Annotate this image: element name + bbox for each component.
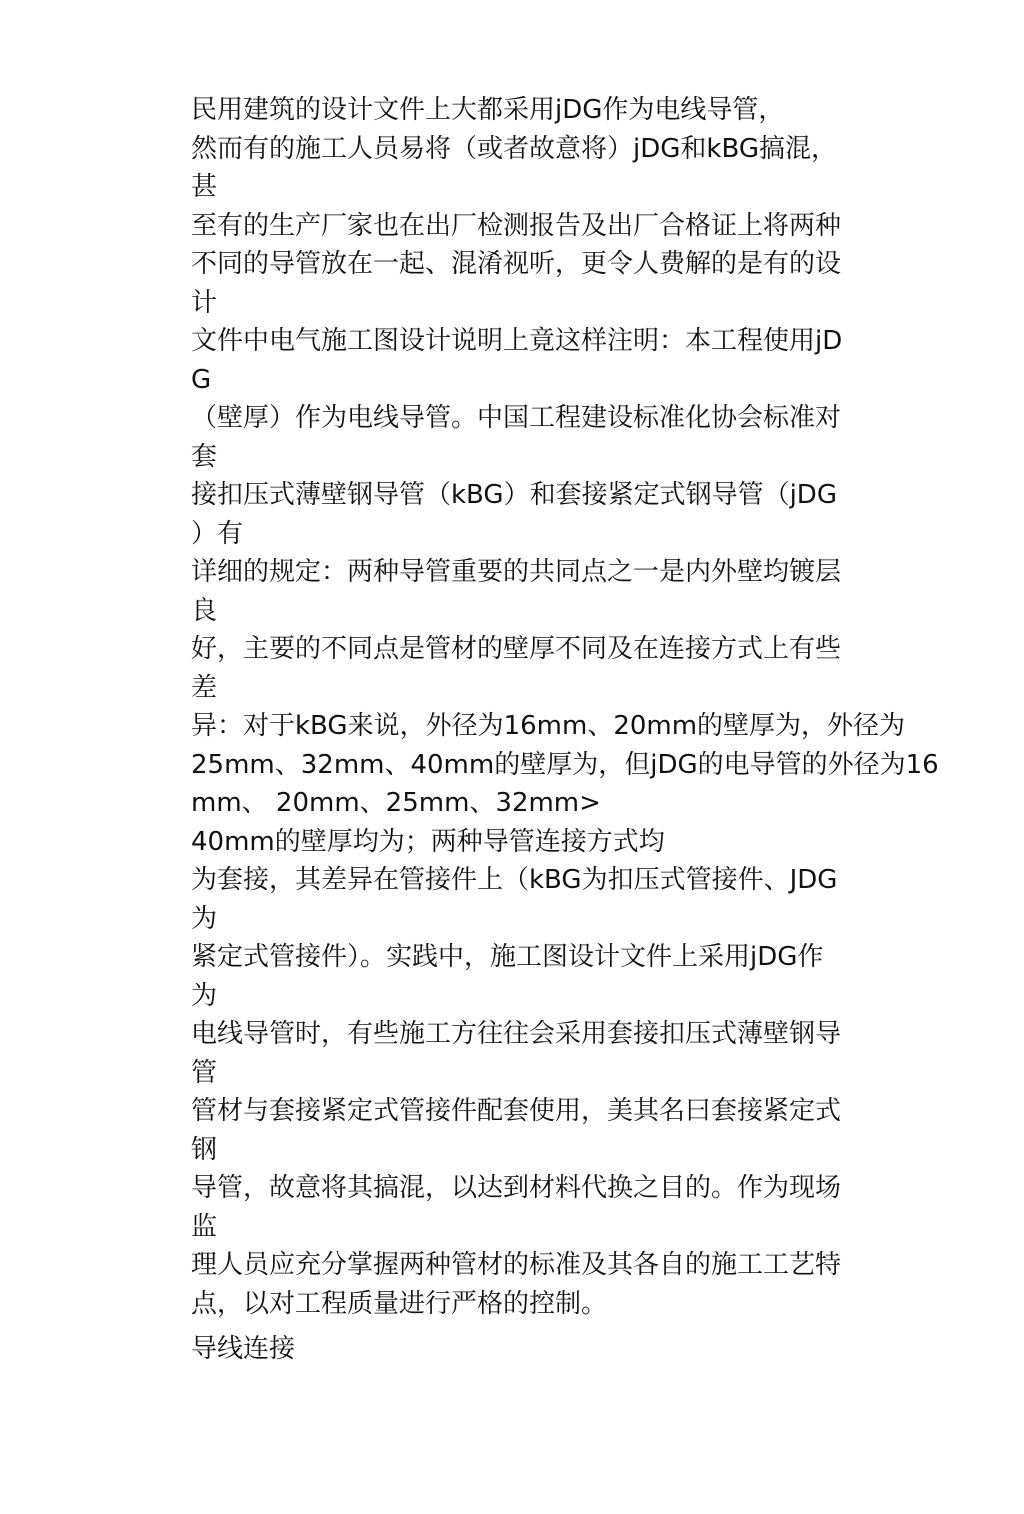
- section-heading: 导线连接: [191, 1334, 296, 1364]
- text-line: 甚: [191, 172, 218, 202]
- text-line: 好，主要的不同点是管材的壁厚不同及在连接方式上有些: [191, 634, 842, 664]
- text-line: 至有的生产厂家也在出厂检测报告及出厂合格证上将两种: [191, 210, 842, 241]
- text-line: 民用建筑的设计文件上大都采用jDG作为电线导管，: [191, 95, 785, 125]
- text-line: 点，以对工程质量进行严格的控制。: [191, 1288, 608, 1319]
- text-line: 监: [191, 1211, 218, 1242]
- text-line: 良: [191, 595, 218, 626]
- text-line: 管: [191, 1057, 218, 1088]
- text-line: 文件中电气施工图设计说明上竟这样注明：本工程使用jD: [191, 326, 843, 356]
- text-line: 管材与套接紧定式管接件配套使用，美其名曰套接紧定式: [191, 1096, 842, 1126]
- text-line: 40mm的壁厚均为；两种导管连接方式均: [191, 826, 665, 857]
- text-line: mm、 20mm、25mm、32mm>: [191, 788, 601, 818]
- text-line: 25mm、32mm、40mm的壁厚为，但jDG的电导管的外径为16: [191, 749, 939, 780]
- text-line: 理人员应充分掌握两种管材的标准及其各自的施工工艺特: [191, 1250, 842, 1280]
- text-line: 电线导管时，有些施工方往往会采用套接扣压式薄壁钢导: [191, 1019, 842, 1049]
- text-line: 为: [191, 980, 218, 1011]
- text-line: 异：对于kBG来说，外径为16mm、20mm的壁厚为，外径为: [191, 711, 906, 741]
- text-line: 详细的规定：两种导管重要的共同点之一是内外壁均镀层: [191, 557, 842, 587]
- text-line: ）有: [191, 518, 244, 549]
- text-line: 不同的导管放在一起、混淆视听，更令人费解的是有的设: [191, 249, 842, 279]
- text-line: 差: [191, 672, 218, 703]
- text-line: 导管，故意将其搞混，以达到材料代换之目的。作为现场: [191, 1173, 842, 1203]
- body-paragraph: [191, 91, 939, 1323]
- text-line: 接扣压式薄壁钢导管（kBG）和套接紧定式钢导管（jDG: [191, 480, 837, 510]
- text-line: 钢: [191, 1134, 218, 1165]
- text-line: 计: [191, 287, 218, 318]
- text-line: 紧定式管接件）。实践中，施工图设计文件上采用jDG作: [191, 942, 824, 972]
- text-line: （壁厚）作为电线导管。中国工程建设标准化协会标准对: [191, 403, 842, 433]
- text-line: 为: [191, 903, 218, 934]
- text-line: G: [191, 364, 212, 395]
- text-line: 套: [191, 441, 218, 472]
- text-line: 然而有的施工人员易将（或者故意将）jDG和kBG搞混，: [191, 133, 837, 164]
- text-line: 为套接，其差异在管接件上（kBG为扣压式管接件、JDG: [191, 865, 838, 895]
